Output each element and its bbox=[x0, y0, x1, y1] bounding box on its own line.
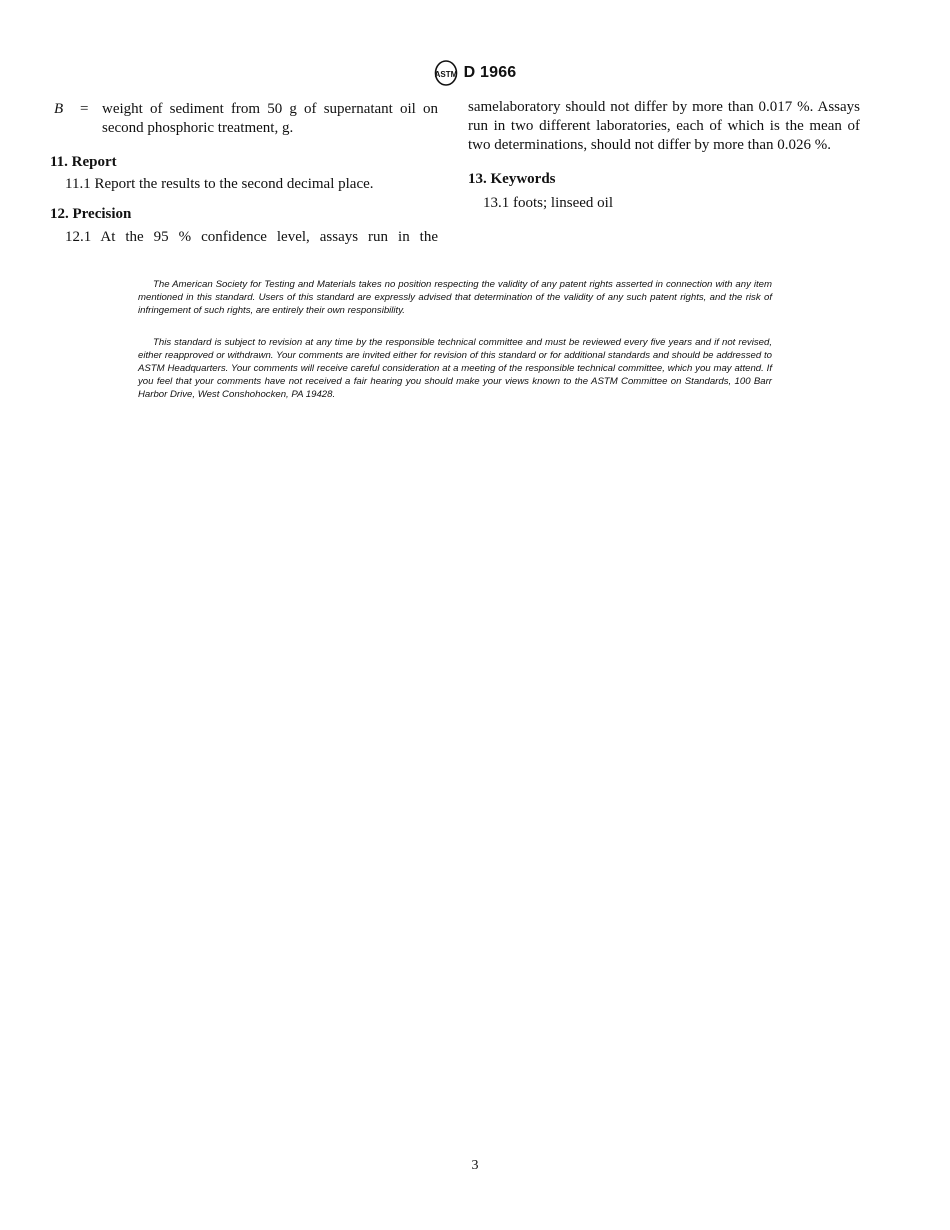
paragraph-12-1-continued: samelaboratory should not differ by more than 0.017 %. Assays run in two different laboratories, each of which is the mean of two determinations, should not differ by more than 0.026 %. bbox=[468, 99, 860, 153]
variable-description: weight of sediment from 50 g of supernatant oil on second phosphoric treatment, g. bbox=[102, 101, 438, 136]
variable-symbol: B bbox=[54, 101, 64, 117]
section-heading-report: 11. Report bbox=[50, 154, 117, 170]
page-number: 3 bbox=[471, 1158, 479, 1173]
paragraph-11-1: 11.1 Report the results to the second decimal place. bbox=[65, 176, 374, 192]
patent-notice: The American Society for Testing and Materials takes no position respecting the validity of any patent rights asserted in connection with any item mentioned in this standard. Users of this standard are expressly advised that determination of the validity of any such patent rights, and the risk of infringement of such rights, are entirely their own responsibility. bbox=[138, 279, 772, 316]
equals-sign: = bbox=[80, 101, 89, 117]
variable-definition bbox=[50, 100, 438, 138]
svg-text:ASTM: ASTM bbox=[434, 70, 457, 79]
revision-notice: This standard is subject to revision at any time by the responsible technical committee and must be reviewed every five years and if not revised, either reapproved or withdrawn. Your comments are invited either for revision of this standard or for additional standards and should be addressed to ASTM Headquarters. Your comments will receive careful consideration at a meeting of the responsible technical committee, which you may attend. If you feel that your comments have not received a fair hearing you should make your views known to the ASTM Committee on Standards, 100 Barr Harbor Drive, West Conshohocken, PA 19428. bbox=[138, 337, 772, 400]
left-column bbox=[50, 100, 438, 247]
page-header bbox=[0, 60, 950, 86]
paragraph-13-1: 13.1 foots; linseed oil bbox=[483, 195, 613, 211]
astm-logo-icon bbox=[434, 60, 458, 86]
document-designation: D 1966 bbox=[463, 64, 517, 81]
right-column bbox=[468, 98, 860, 213]
section-heading-keywords: 13. Keywords bbox=[468, 171, 556, 187]
paragraph-12-1: 12.1 At the 95 % confidence level, assays run in the bbox=[65, 229, 438, 245]
section-heading-precision: 12. Precision bbox=[50, 206, 132, 222]
